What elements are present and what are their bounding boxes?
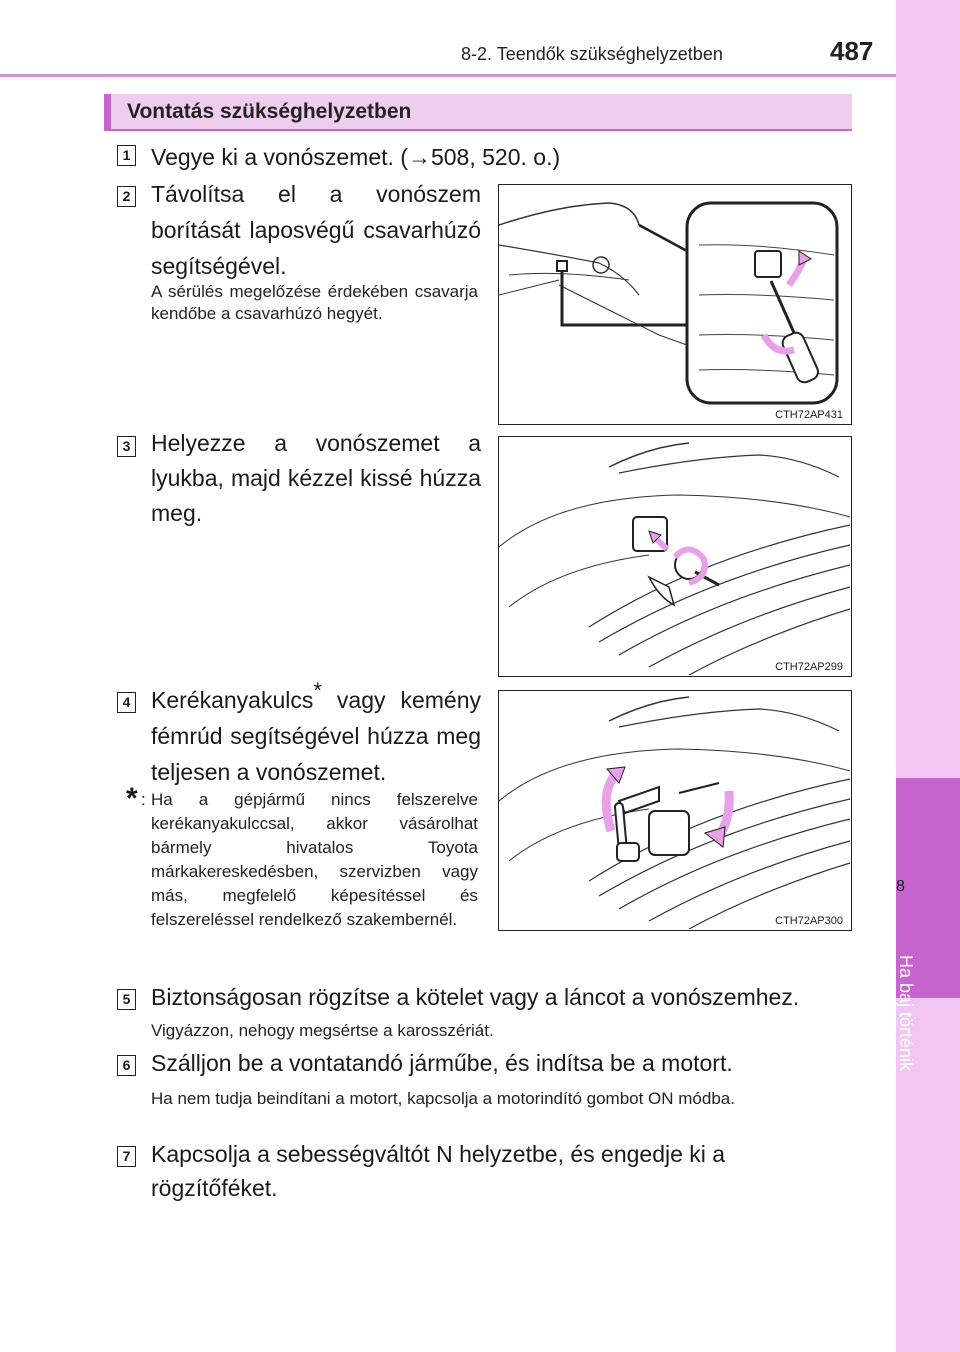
step-badge-7: 7 xyxy=(117,1146,136,1167)
step-7-text: Kapcsolja a sebességváltót N helyzetbe, és engedje ki a rögzítőféket. xyxy=(151,1141,726,1201)
figure-code-2: CTH72AP299 xyxy=(775,661,843,673)
figure-cover-removal xyxy=(498,184,852,425)
step-4-text-before: Kerékanyakulcs xyxy=(151,687,314,713)
step-2-text: Távolítsa el a vonószem borítását laposvégű csavarhúzó segítségével. xyxy=(151,181,481,279)
step-1-text: Vegye ki a vonószemet. (→508, 520. o.) xyxy=(151,144,561,170)
figure-tighten-eye xyxy=(498,690,852,931)
side-band xyxy=(896,0,960,1352)
cover-removal-illustration xyxy=(499,185,850,423)
running-head: 8-2. Teendők szükséghelyzetben xyxy=(461,44,723,64)
step-6-text: Szálljon be a vontatandó járműbe, és indítsa be a motort. xyxy=(151,1050,733,1076)
step-3-text: Helyezze a vonószemet a lyukba, majd kézzel kissé húzza meg. xyxy=(151,430,481,526)
step-badge-3: 3 xyxy=(117,436,136,457)
chapter-title: Ha baj történik xyxy=(896,955,916,1072)
step-badge-4: 4 xyxy=(117,692,136,713)
figure-insert-eye xyxy=(498,436,852,677)
step-badge-5: 5 xyxy=(117,989,136,1010)
insert-eye-illustration xyxy=(499,437,850,675)
section-heading: Vontatás szükséghelyzetben xyxy=(104,94,852,131)
footnote-colon: : xyxy=(141,790,146,809)
step-4-star: * xyxy=(313,678,322,703)
chapter-number: 8 xyxy=(896,878,905,895)
header-rule xyxy=(0,74,896,77)
footnote-mark: * xyxy=(126,782,138,815)
figure-code-3: CTH72AP300 xyxy=(775,915,843,927)
step-6-note: Ha nem tudja beindítani a motort, kapcsolja a motorindító gombot ON módba. xyxy=(151,1089,735,1108)
step-badge-2: 2 xyxy=(117,186,136,207)
step-badge-1: 1 xyxy=(117,145,136,166)
step-4-text xyxy=(151,678,481,790)
footnote-text: Ha a gépjármű nincs felszerelve kerékanyakulccsal, akkor vásárolhat bármely hivatalos Toyota márkakereskedésben, szervizben vagy más, megfelelő képesítéssel és felszereléssel rendelkező szakembernél. xyxy=(151,790,478,929)
step-4-text-after: vagy kemény fémrúd segítségével húzza meg teljesen a vonószemet. xyxy=(151,687,481,785)
step-5-note: Vigyázzon, nehogy megsértse a karosszériát. xyxy=(151,1021,494,1040)
step-2-note: A sérülés megelőzése érdekében csavarja kendőbe a csavarhúzó hegyét. xyxy=(151,282,478,323)
page-number: 487 xyxy=(830,36,874,66)
step-5-text: Biztonságosan rögzítse a kötelet vagy a láncot a vonószemhez. xyxy=(151,984,800,1010)
step-badge-6: 6 xyxy=(117,1055,136,1076)
figure-code-1: CTH72AP431 xyxy=(775,409,843,421)
tighten-eye-illustration xyxy=(499,691,850,929)
